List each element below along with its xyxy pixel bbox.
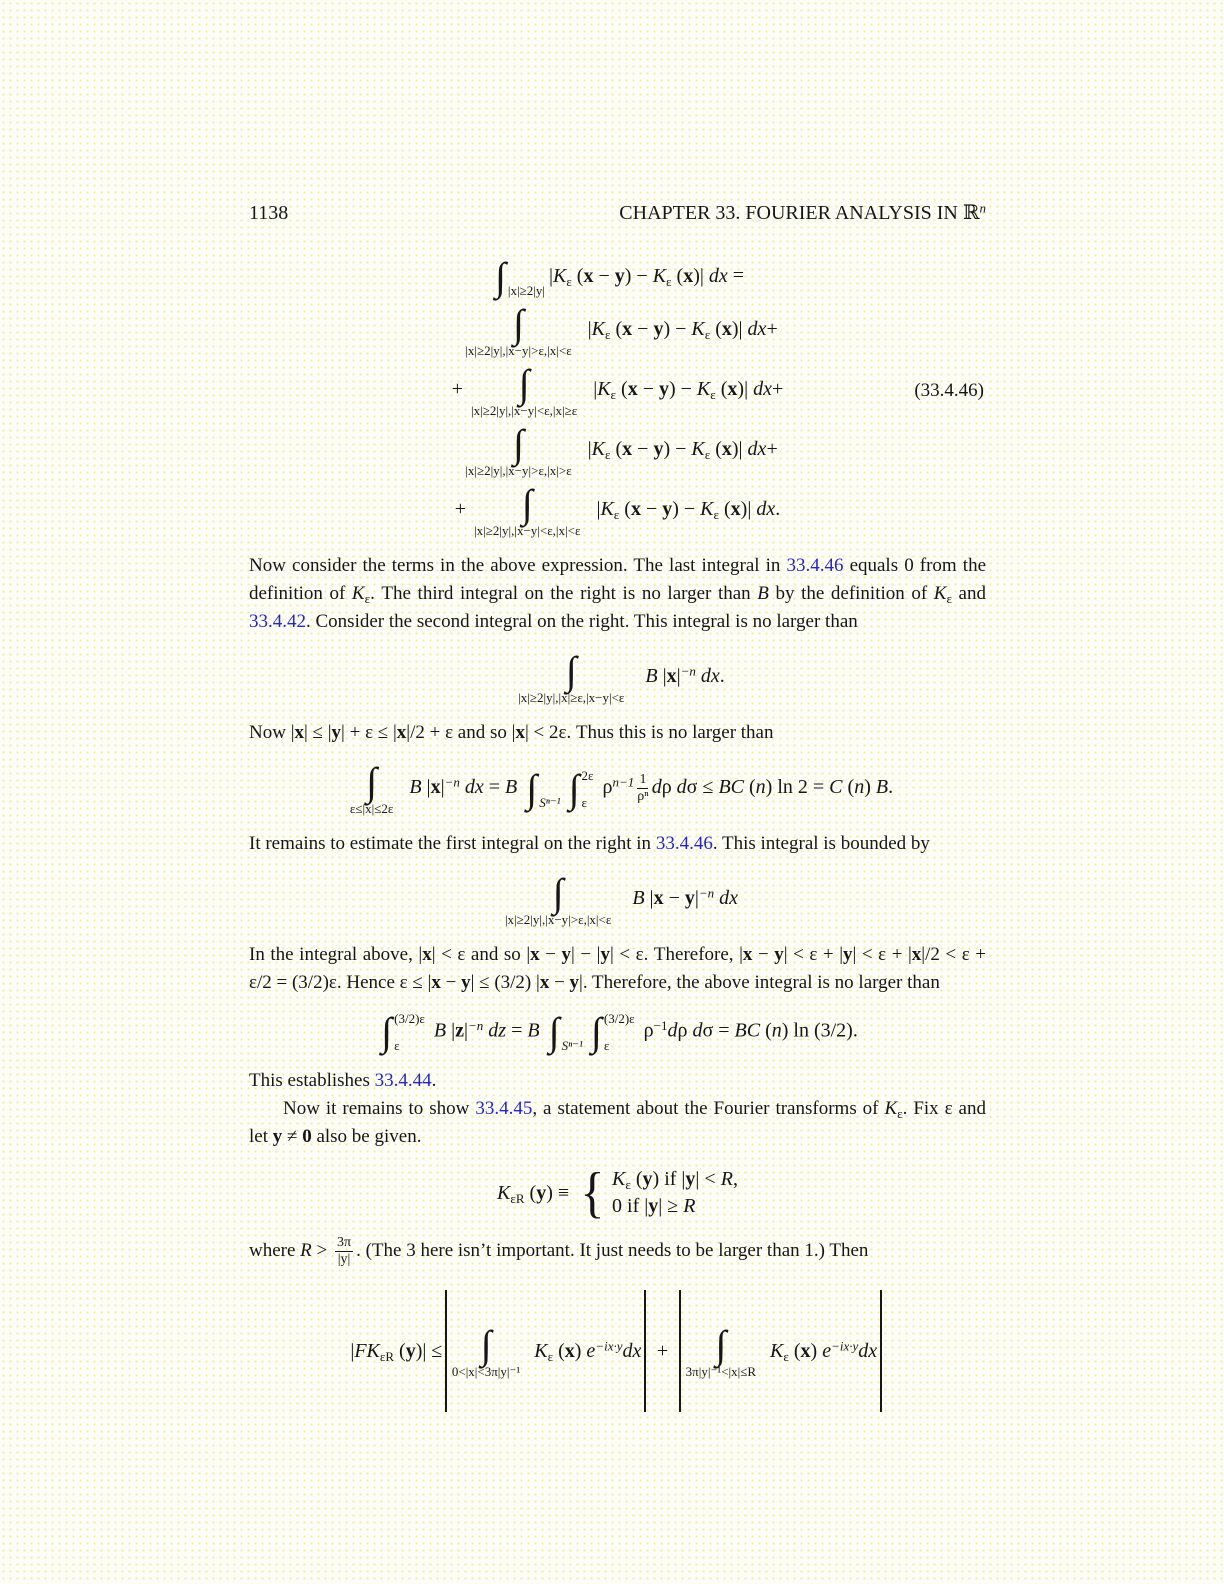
cross-ref-link[interactable]: 33.4.44 [374,1070,432,1091]
big-vertical-bar [880,1290,882,1412]
equation-first-integral-bound: ∫ |x|≥2|y|,|x−y|>ε,|x|<ε B $|x - y|^{-n}$ dx [504,870,739,927]
big-vertical-bar [644,1290,646,1412]
equation-line: + ∫ |x|≥2|y|,|x−y|<ε,|x|<ε $|K_\varepsilon$ $(x - y) - K_\varepsilon$ (x)| dx. [454,481,781,538]
equation-line: ∫ |x|≥2|y|,|x−y|>ε,|x|>ε $|K_\varepsilon$ $(x - y) - K_\varepsilon$ (x)| dx+ [465,421,778,478]
paragraph-integral-above: In the integral above, |x| < ε and so |x − y| − |y| < ε. Therefore, |x − y| < ε + |y| < ε + |x|/2 < ε + ε/2 = (3/2)ε. Hence ε ≤ |x − y| ≤ (3/2) |x − y|. Therefore, the above integral is no larger than [249,944,986,993]
equation-number-tag: (33.4.46) [914,379,984,401]
paragraph-terms-discussion: Now consider the terms in the above expression. The last integral in 33.4.46 equals 0 from the definition of $K_\varepsilon$. The third integral on the right is no larger than B by the definition of $K_\varepsilon$ and 33.4.42. Consider the second integral on the right. This integral is no larger than [249,555,986,632]
equation-annulus-estimate: ∫ ε≤|x|≤2ε B $|x|^{-n}$ dx = B ∫ Sⁿ⁻¹ ∫ 2ε ε $\rho^{n-1}$ $\frac{1}{\text{ρⁿ}}$ dρ dσ ≤ BC (n) ln 2 = C (n) B. [349,759,894,816]
paragraph-establishes: This establishes 33.4.44. [249,1070,437,1091]
equation-line: + ∫ |x|≥2|y|,|x−y|<ε,|x|≥ε $|K_\varepsilon$ $(x - y) - K_\varepsilon$ (x)| dx+ (33.4.46) [451,361,984,418]
page-body [249,0,986,1412]
page-header [249,200,986,226]
paragraph-first-integral: It remains to estimate the first integral on the right in 33.4.46. This integral is bounded by [249,833,930,854]
big-vertical-bar [445,1290,447,1412]
equation-second-integral-bound: ∫ |x|≥2|y|,|x|≥ε,|x−y|<ε B $|x|^{-n}$ dx. [518,648,725,705]
cross-ref-link[interactable]: 33.4.46 [786,555,844,576]
equation-kernel-cutoff-definition: $K_{\varepsilon R}$ (y) ≡ { $K_\varepsilon$ (y) if |y| < R, 0 if |y| ≥ R [497,1162,738,1224]
equation-line: ∫ |x|≥2|y| $|K_\varepsilon$ $(x - y) - K_\varepsilon$ (x)| dx = [494,254,745,299]
equation-33-4-46 [249,256,986,538]
paragraph-where-R: where R > $\frac{3\pi}{|y|}$ . (The 3 here isn’t important. It just needs to be larger than 1.) Then [249,1235,869,1267]
cross-ref-link[interactable]: 33.4.45 [475,1098,533,1119]
big-vertical-bar [679,1290,681,1412]
cases-brace: { [580,1162,605,1224]
equation-fourier-transform-bound: $|FK_{\varepsilon R}$ (y)| ≤ ∫ 0<|x|<3π|y|⁻¹ $K_\varepsilon$ (x) $e^{-ix\cdot y}dx$ + ∫ 3π|y|⁻¹<|x|≤R $K_\varepsilon$ (x) $e^{-ix\cdot y}dx$ [249,1290,986,1412]
equation-line: ∫ |x|≥2|y|,|x−y|>ε,|x|<ε $|K_\varepsilon$ $(x - y) - K_\varepsilon$ (x)| dx+ [465,301,778,358]
cross-ref-link[interactable]: 33.4.42 [249,611,306,632]
cross-ref-link[interactable]: 33.4.46 [655,833,713,854]
paragraph-norm-inequality: Now |x| ≤ |y| + ε ≤ |x|/2 + ε and so |x| < 2ε. Thus this is no larger than [249,722,774,743]
chapter-title: CHAPTER 33. FOURIER ANALYSIS IN ℝ$^n$ [619,200,986,224]
page-number: 1138 [249,202,289,224]
paragraph-remains-to-show: Now it remains to show 33.4.45, a statement about the Fourier transforms of $K_\varepsilon$. Fix ε and let y ≠ 0 also be given. [249,1098,986,1147]
equation-shell-estimate: ∫ (3/2)ε ε B $|z|^{-n}$ dz = B ∫ Sⁿ⁻¹ ∫ (3/2)ε ε $\rho^{-1}d\rho$ dσ = BC (n) ln (3/2). [381,1009,858,1054]
